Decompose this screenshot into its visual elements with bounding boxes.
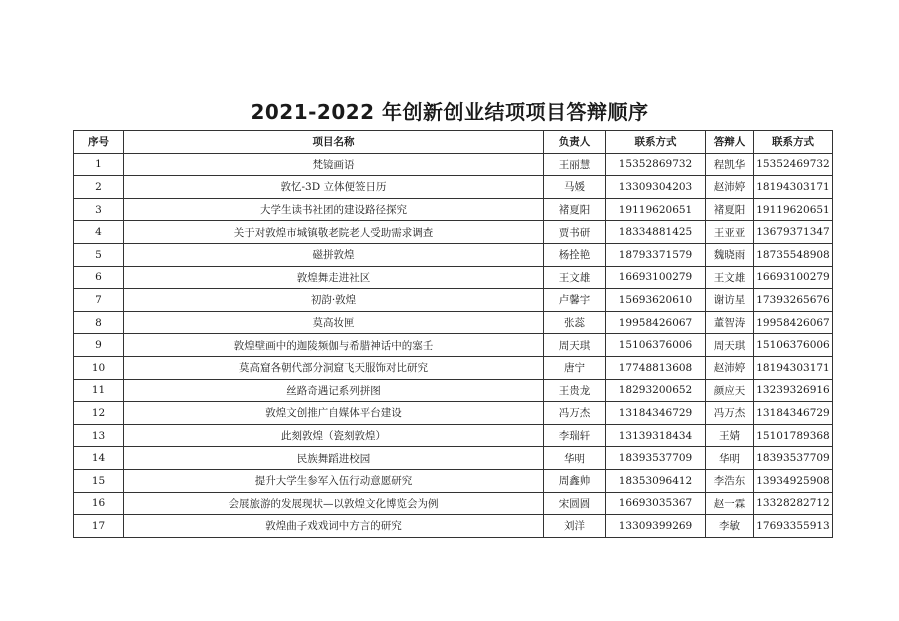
cell-leader-contact: 15352869732 <box>606 153 706 176</box>
cell-leader: 马媛 <box>544 176 606 199</box>
cell-index: 12 <box>74 402 124 425</box>
cell-leader: 王文雄 <box>544 266 606 289</box>
cell-index: 14 <box>74 447 124 470</box>
cell-index: 16 <box>74 492 124 515</box>
cell-defender-contact: 15101789368 <box>754 424 833 447</box>
cell-index: 10 <box>74 356 124 379</box>
table-row <box>74 153 833 176</box>
header-index: 序号 <box>74 131 124 154</box>
cell-defender-contact: 13239326916 <box>754 379 833 402</box>
cell-defender-contact: 17393265676 <box>754 289 833 312</box>
cell-defender-contact: 19119620651 <box>754 198 833 221</box>
cell-leader-contact: 15106376006 <box>606 334 706 357</box>
header-leader: 负责人 <box>544 131 606 154</box>
cell-defender-contact: 13328282712 <box>754 492 833 515</box>
cell-defender: 赵沛婷 <box>706 356 754 379</box>
cell-project-name: 莫高窟各朝代部分洞窟飞天服饰对比研究 <box>124 356 544 379</box>
cell-leader: 唐宁 <box>544 356 606 379</box>
table-row <box>74 176 833 199</box>
cell-project-name: 敦煌壁画中的迦陵频伽与希腊神话中的塞壬 <box>124 334 544 357</box>
cell-defender: 周天琪 <box>706 334 754 357</box>
cell-leader-contact: 18353096412 <box>606 469 706 492</box>
cell-defender: 赵沛婷 <box>706 176 754 199</box>
cell-index: 13 <box>74 424 124 447</box>
cell-defender: 赵一霖 <box>706 492 754 515</box>
cell-project-name: 敦煌文创推广自媒体平台建设 <box>124 402 544 425</box>
cell-leader-contact: 17748813608 <box>606 356 706 379</box>
cell-leader: 宋圆圆 <box>544 492 606 515</box>
table-row <box>74 402 833 425</box>
cell-project-name: 会展旅游的发展现状—以敦煌文化博览会为例 <box>124 492 544 515</box>
cell-index: 7 <box>74 289 124 312</box>
cell-project-name: 敦煌舞走进社区 <box>124 266 544 289</box>
cell-project-name: 梵镜画语 <box>124 153 544 176</box>
cell-defender: 程凯华 <box>706 153 754 176</box>
cell-defender-contact: 17693355913 <box>754 515 833 538</box>
defense-schedule-table <box>73 130 833 538</box>
table-row <box>74 447 833 470</box>
cell-leader: 华明 <box>544 447 606 470</box>
cell-leader: 杨拴艳 <box>544 243 606 266</box>
cell-leader-contact: 18393537709 <box>606 447 706 470</box>
table-row <box>74 198 833 221</box>
cell-leader-contact: 18293200652 <box>606 379 706 402</box>
cell-leader-contact: 16693100279 <box>606 266 706 289</box>
table-header-row <box>74 131 833 154</box>
cell-leader-contact: 13309304203 <box>606 176 706 199</box>
cell-index: 8 <box>74 311 124 334</box>
cell-defender: 华明 <box>706 447 754 470</box>
cell-defender-contact: 18393537709 <box>754 447 833 470</box>
cell-defender: 李浩东 <box>706 469 754 492</box>
cell-index: 4 <box>74 221 124 244</box>
cell-defender: 魏晓雨 <box>706 243 754 266</box>
cell-leader: 周鑫帅 <box>544 469 606 492</box>
cell-leader: 王丽慧 <box>544 153 606 176</box>
cell-index: 2 <box>74 176 124 199</box>
cell-leader-contact: 19958426067 <box>606 311 706 334</box>
cell-defender-contact: 15352469732 <box>754 153 833 176</box>
cell-leader: 冯万杰 <box>544 402 606 425</box>
cell-project-name: 敦煌曲子戏戏词中方言的研究 <box>124 515 544 538</box>
cell-leader: 张蕊 <box>544 311 606 334</box>
cell-project-name: 初韵·敦煌 <box>124 289 544 312</box>
table-row <box>74 289 833 312</box>
cell-project-name: 丝路奇遇记系列拼图 <box>124 379 544 402</box>
table-row <box>74 424 833 447</box>
cell-index: 6 <box>74 266 124 289</box>
cell-project-name: 关于对敦煌市城镇敬老院老人受助需求调查 <box>124 221 544 244</box>
cell-leader-contact: 13139318434 <box>606 424 706 447</box>
table-row <box>74 243 833 266</box>
cell-defender-contact: 13184346729 <box>754 402 833 425</box>
cell-defender: 褚夏阳 <box>706 198 754 221</box>
cell-index: 11 <box>74 379 124 402</box>
table-row <box>74 515 833 538</box>
cell-index: 15 <box>74 469 124 492</box>
cell-project-name: 大学生读书社团的建设路径探究 <box>124 198 544 221</box>
cell-project-name: 磁拼敦煌 <box>124 243 544 266</box>
cell-defender: 颜应天 <box>706 379 754 402</box>
cell-defender: 董智涛 <box>706 311 754 334</box>
header-leader-contact: 联系方式 <box>606 131 706 154</box>
cell-defender: 谢访星 <box>706 289 754 312</box>
cell-index: 1 <box>74 153 124 176</box>
cell-leader-contact: 15693620610 <box>606 289 706 312</box>
cell-defender: 王婧 <box>706 424 754 447</box>
cell-leader-contact: 18334881425 <box>606 221 706 244</box>
cell-project-name: 莫高妆匣 <box>124 311 544 334</box>
page-title: 2021-2022 年创新创业结项项目答辩顺序 <box>250 100 649 124</box>
cell-defender: 王亚亚 <box>706 221 754 244</box>
cell-defender-contact: 18194303171 <box>754 356 833 379</box>
cell-defender-contact: 13679371347 <box>754 221 833 244</box>
cell-leader: 卢馨宇 <box>544 289 606 312</box>
cell-project-name: 敦忆-3D 立体便签日历 <box>124 176 544 199</box>
cell-defender-contact: 18735548908 <box>754 243 833 266</box>
cell-index: 9 <box>74 334 124 357</box>
cell-defender-contact: 19958426067 <box>754 311 833 334</box>
cell-index: 17 <box>74 515 124 538</box>
table-row <box>74 469 833 492</box>
cell-defender: 李敏 <box>706 515 754 538</box>
cell-index: 3 <box>74 198 124 221</box>
header-defender: 答辩人 <box>706 131 754 154</box>
cell-project-name: 此刻敦煌（瓷刻敦煌） <box>124 424 544 447</box>
cell-leader: 王贵龙 <box>544 379 606 402</box>
cell-defender: 冯万杰 <box>706 402 754 425</box>
cell-leader-contact: 13184346729 <box>606 402 706 425</box>
cell-leader: 褚夏阳 <box>544 198 606 221</box>
cell-defender-contact: 16693100279 <box>754 266 833 289</box>
cell-leader: 周天琪 <box>544 334 606 357</box>
header-defender-contact: 联系方式 <box>754 131 833 154</box>
table-row <box>74 334 833 357</box>
cell-leader: 刘洋 <box>544 515 606 538</box>
cell-index: 5 <box>74 243 124 266</box>
cell-defender-contact: 18194303171 <box>754 176 833 199</box>
cell-project-name: 提升大学生参军入伍行动意愿研究 <box>124 469 544 492</box>
cell-leader-contact: 16693035367 <box>606 492 706 515</box>
table-row <box>74 356 833 379</box>
cell-defender: 王文雄 <box>706 266 754 289</box>
cell-leader-contact: 19119620651 <box>606 198 706 221</box>
cell-leader-contact: 13309399269 <box>606 515 706 538</box>
table-row <box>74 266 833 289</box>
cell-leader: 李瑞轩 <box>544 424 606 447</box>
cell-defender-contact: 15106376006 <box>754 334 833 357</box>
cell-leader-contact: 18793371579 <box>606 243 706 266</box>
table-row <box>74 311 833 334</box>
table-row <box>74 379 833 402</box>
table-row <box>74 492 833 515</box>
cell-project-name: 民族舞蹈进校园 <box>124 447 544 470</box>
table-row <box>74 221 833 244</box>
header-project-name: 项目名称 <box>124 131 544 154</box>
cell-leader: 贾书研 <box>544 221 606 244</box>
cell-defender-contact: 13934925908 <box>754 469 833 492</box>
